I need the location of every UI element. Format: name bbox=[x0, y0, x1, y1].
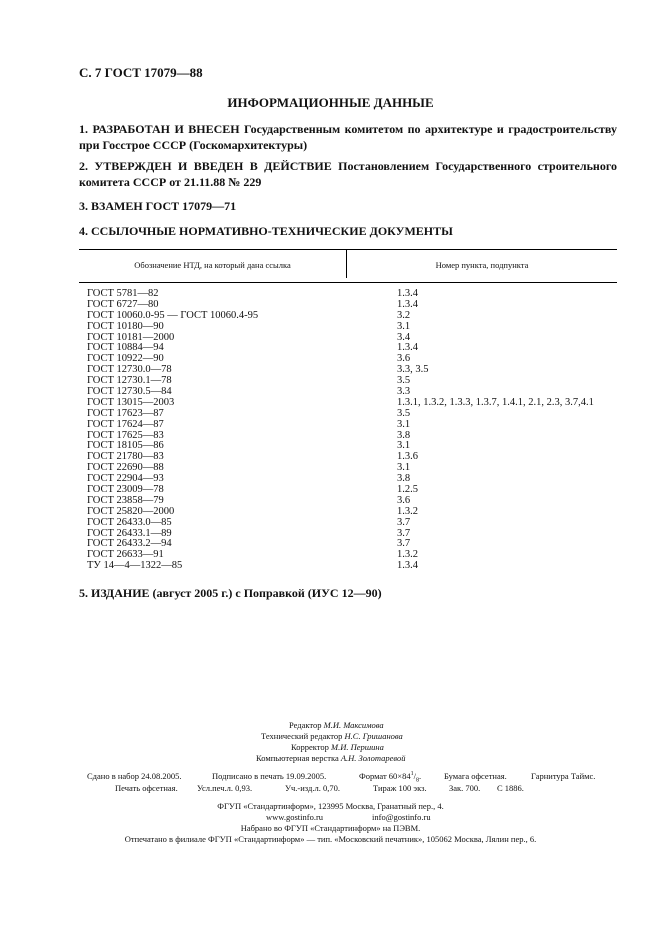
ntd-designation: ГОСТ 13015—2003 bbox=[87, 396, 175, 408]
credit-name: М.И. Максимова bbox=[323, 720, 384, 730]
section-5: 5. ИЗДАНИЕ (август 2005 г.) с Поправкой (ИУС 12—90) bbox=[79, 586, 382, 600]
ntd-designation: ГОСТ 26633—91 bbox=[87, 549, 164, 561]
ntd-designation: ГОСТ 10060.0-95 — ГОСТ 10060.4-95 bbox=[87, 309, 259, 321]
clause-number: 3.2 bbox=[397, 309, 411, 321]
page-header: С. 7 ГОСТ 17079—88 bbox=[79, 65, 203, 80]
ntd-designation: ГОСТ 6727—80 bbox=[87, 298, 159, 310]
ntd-designation: ГОСТ 18105—86 bbox=[87, 440, 164, 452]
clause-number: 3.1 bbox=[397, 418, 411, 430]
ntd-designation: ГОСТ 23009—78 bbox=[87, 484, 164, 496]
clause-number: 1.3.4 bbox=[397, 342, 418, 354]
clause-number: 1.2.5 bbox=[397, 484, 418, 496]
table-row bbox=[79, 322, 617, 333]
imprint-email: info@gostinfo.ru bbox=[372, 812, 431, 822]
imprint-run: Тираж 100 экз. bbox=[373, 783, 427, 793]
ntd-designation: ГОСТ 10181—2000 bbox=[87, 331, 175, 343]
imprint-site: www.gostinfo.ru bbox=[266, 812, 324, 822]
ntd-designation: ГОСТ 22690—88 bbox=[87, 462, 164, 474]
imprint-signed: Подписано в печать 19.09.2005. bbox=[212, 771, 327, 781]
table-row bbox=[79, 420, 617, 431]
clause-number: 3.4 bbox=[397, 331, 411, 343]
clause-number: 3.3 bbox=[397, 386, 411, 398]
page-title: ИНФОРМАЦИОННЫЕ ДАННЫЕ bbox=[227, 95, 434, 110]
ntd-designation: ГОСТ 10922—90 bbox=[87, 353, 164, 365]
imprint-paper: Бумага офсетная. bbox=[444, 771, 507, 781]
ntd-designation: ГОСТ 10180—90 bbox=[87, 320, 164, 332]
section-1: 1. РАЗРАБОТАН И ВНЕСЕН Государственным комитетом по архитектуре и градостроительству при Госстрое СССР (Госкомархитектуры) bbox=[79, 122, 617, 152]
ntd-designation: ГОСТ 23858—79 bbox=[87, 494, 164, 506]
format-sup: 1 bbox=[410, 771, 414, 778]
clause-number: 3.1 bbox=[397, 320, 411, 332]
clause-number: 3.6 bbox=[397, 353, 411, 365]
imprint-pub-sheets: Уч.-изд.л. 0,70. bbox=[285, 783, 340, 793]
section-3: 3. ВЗАМЕН ГОСТ 17079—71 bbox=[79, 199, 237, 213]
clause-number: 3.8 bbox=[397, 473, 411, 485]
ntd-designation: ГОСТ 12730.1—78 bbox=[87, 375, 172, 387]
imprint-print-sheets: Усл.печ.л. 0,93. bbox=[197, 783, 253, 793]
section-2: 2. УТВЕРЖДЕН И ВВЕДЕН В ДЕЙСТВИЕ Постановлением Государственного строительного комитета СССР от 21.11.88 № 229 bbox=[79, 159, 617, 189]
imprint-format: Формат $60\times 84^1/_8$. bbox=[359, 771, 422, 784]
credit-role: Технический редактор bbox=[261, 731, 343, 741]
imprint-print-type: Печать офсетная. bbox=[115, 783, 178, 793]
ntd-designation: ТУ 14—4—1322—85 bbox=[87, 560, 183, 572]
ntd-designation: ГОСТ 12730.0—78 bbox=[87, 364, 172, 376]
ntd-designation: ГОСТ 17623—87 bbox=[87, 407, 164, 419]
clause-number: 1.3.6 bbox=[397, 451, 418, 463]
credit-name: М.И. Першина bbox=[331, 742, 384, 752]
clause-number: 1.3.1, 1.3.2, 1.3.3, 1.3.7, 1.4.1, 2.1, 2.3, 3.7,4.1 bbox=[397, 396, 594, 408]
ntd-designation: ГОСТ 25820—2000 bbox=[87, 505, 175, 517]
credit-layout bbox=[256, 753, 405, 763]
credit-role: Компьютерная верстка bbox=[256, 753, 339, 763]
ntd-designation: ГОСТ 26433.1—89 bbox=[87, 527, 172, 539]
clause-number: 1.3.4 bbox=[397, 288, 418, 299]
references-table bbox=[79, 249, 617, 572]
clause-number: 3.7 bbox=[397, 516, 411, 528]
section-4: 4. ССЫЛОЧНЫЕ НОРМАТИВНО-ТЕХНИЧЕСКИЕ ДОКУМЕНТЫ bbox=[79, 224, 453, 238]
clause-number: 3.5 bbox=[397, 407, 411, 419]
clause-number: 1.3.4 bbox=[397, 298, 418, 310]
clause-number: 3.1 bbox=[397, 462, 411, 474]
clause-number: 1.3.2 bbox=[397, 505, 418, 517]
ntd-designation: ГОСТ 10884—94 bbox=[87, 342, 164, 354]
ntd-designation: ГОСТ 21780—83 bbox=[87, 451, 164, 463]
format-prefix: Формат 60×84 bbox=[359, 771, 411, 781]
ntd-designation: ГОСТ 12730.5—84 bbox=[87, 386, 172, 398]
ntd-designation: ГОСТ 5781—82 bbox=[87, 288, 159, 299]
imprint-code: С 1886. bbox=[497, 783, 524, 793]
clause-number: 1.3.4 bbox=[397, 560, 418, 572]
col2-header: Номер пункта, подпункта bbox=[435, 260, 529, 270]
ntd-designation: ГОСТ 17624—87 bbox=[87, 418, 164, 430]
credit-role: Редактор bbox=[289, 720, 322, 730]
table-row bbox=[79, 289, 617, 300]
credit-tech-editor bbox=[261, 731, 403, 741]
imprint-printed: Отпечатано в филиале ФГУП «Стандартинформ» — тип. «Московский печатник», 105062 Москва, Лялин пер., 6. bbox=[124, 834, 537, 844]
ntd-designation: ГОСТ 26433.2—94 bbox=[87, 538, 172, 550]
credit-name: А.Н. Золотаревой bbox=[340, 753, 406, 763]
credit-role: Корректор bbox=[291, 742, 329, 752]
credit-name: Н.С. Гришанова bbox=[344, 731, 403, 741]
col1-header: Обозначение НТД, на который дана ссылка bbox=[134, 260, 291, 270]
clause-number: 3.3, 3.5 bbox=[397, 364, 429, 376]
ntd-designation: ГОСТ 17625—83 bbox=[87, 429, 164, 441]
ntd-designation: ГОСТ 22904—93 bbox=[87, 473, 164, 485]
credit-proofreader bbox=[291, 742, 384, 752]
imprint-font: Гарнитура Таймс. bbox=[531, 771, 596, 781]
table-row bbox=[79, 561, 617, 572]
clause-number: 1.3.2 bbox=[397, 549, 418, 561]
table-header bbox=[79, 249, 617, 283]
ntd-designation: ГОСТ 26433.0—85 bbox=[87, 516, 172, 528]
imprint-order: Зак. 700. bbox=[449, 783, 481, 793]
clause-number: 3.7 bbox=[397, 527, 411, 539]
clause-number: 3.5 bbox=[397, 375, 411, 387]
table-body bbox=[79, 283, 617, 572]
clause-number: 3.8 bbox=[397, 429, 411, 441]
clause-number: 3.6 bbox=[397, 494, 411, 506]
format-sub: 8 bbox=[415, 777, 419, 784]
credit-editor bbox=[289, 720, 384, 730]
table-row bbox=[79, 518, 617, 529]
clause-number: 3.7 bbox=[397, 538, 411, 550]
imprint-typeset: Набрано во ФГУП «Стандартинформ» на ПЭВМ. bbox=[240, 823, 421, 833]
imprint-publisher: ФГУП «Стандартинформ», 123995 Москва, Гранатный пер., 4. bbox=[217, 801, 444, 811]
imprint-submitted: Сдано в набор 24.08.2005. bbox=[87, 771, 182, 781]
clause-number: 3.1 bbox=[397, 440, 411, 452]
